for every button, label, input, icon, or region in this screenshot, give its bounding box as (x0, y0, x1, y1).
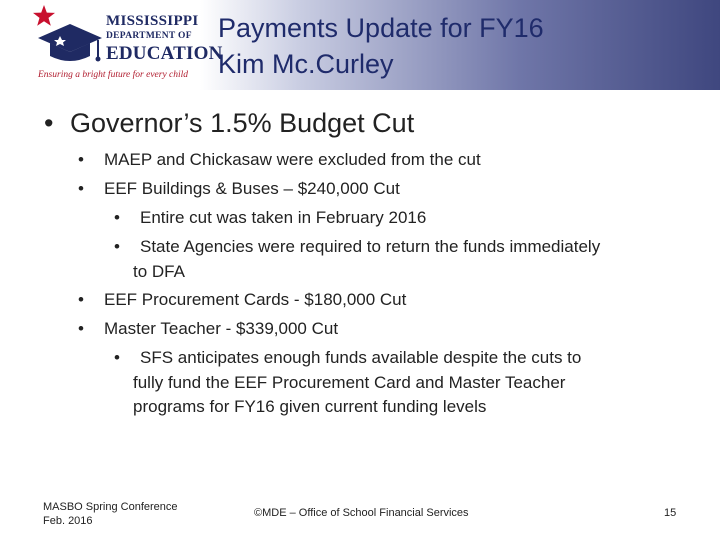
footer-conference-name: MASBO Spring Conference (43, 501, 178, 513)
header-banner (0, 0, 720, 90)
list-item: • MAEP and Chickasaw were excluded from the cut (78, 150, 481, 169)
list-item-continuation: fully fund the EEF Procurement Card and Master Teacher (133, 373, 566, 392)
graduation-cap-icon (34, 18, 104, 68)
logo-line-state: MISSISSIPPI (106, 13, 199, 29)
footer-copyright: ©MDE – Office of School Financial Services (254, 507, 469, 519)
mde-logo (30, 4, 223, 86)
list-item: • Master Teacher - $339,000 Cut (78, 319, 339, 338)
list-item: • State Agencies were required to return the funds immediately (114, 237, 601, 256)
footer-conference (43, 500, 178, 528)
list-item-continuation: to DFA (133, 262, 185, 281)
slide-title-line2: Kim Mc.Curley (218, 49, 394, 79)
slide-title (218, 10, 544, 82)
list-item: • EEF Buildings & Buses – $240,000 Cut (78, 179, 400, 198)
main-bullet: • Governor’s 1.5% Budget Cut (44, 108, 415, 138)
slide-title-line1: Payments Update for FY16 (218, 13, 544, 43)
list-item: • EEF Procurement Cards - $180,000 Cut (78, 290, 407, 309)
page-number: 15 (664, 507, 677, 519)
logo-line-department: DEPARTMENT OF (106, 31, 192, 41)
footer-conference-date: Feb. 2016 (43, 515, 93, 527)
list-item-continuation: programs for FY16 given current funding levels (133, 397, 487, 416)
list-item: • SFS anticipates enough funds available despite the cuts to (114, 348, 582, 367)
list-item: • Entire cut was taken in February 2016 (114, 208, 427, 227)
logo-wordmark (106, 13, 223, 64)
main-bullet-text: Governor’s 1.5% Budget Cut (70, 108, 415, 138)
logo-tagline: Ensuring a bright future for every child (38, 70, 189, 80)
logo-line-education: EDUCATION (106, 42, 223, 64)
